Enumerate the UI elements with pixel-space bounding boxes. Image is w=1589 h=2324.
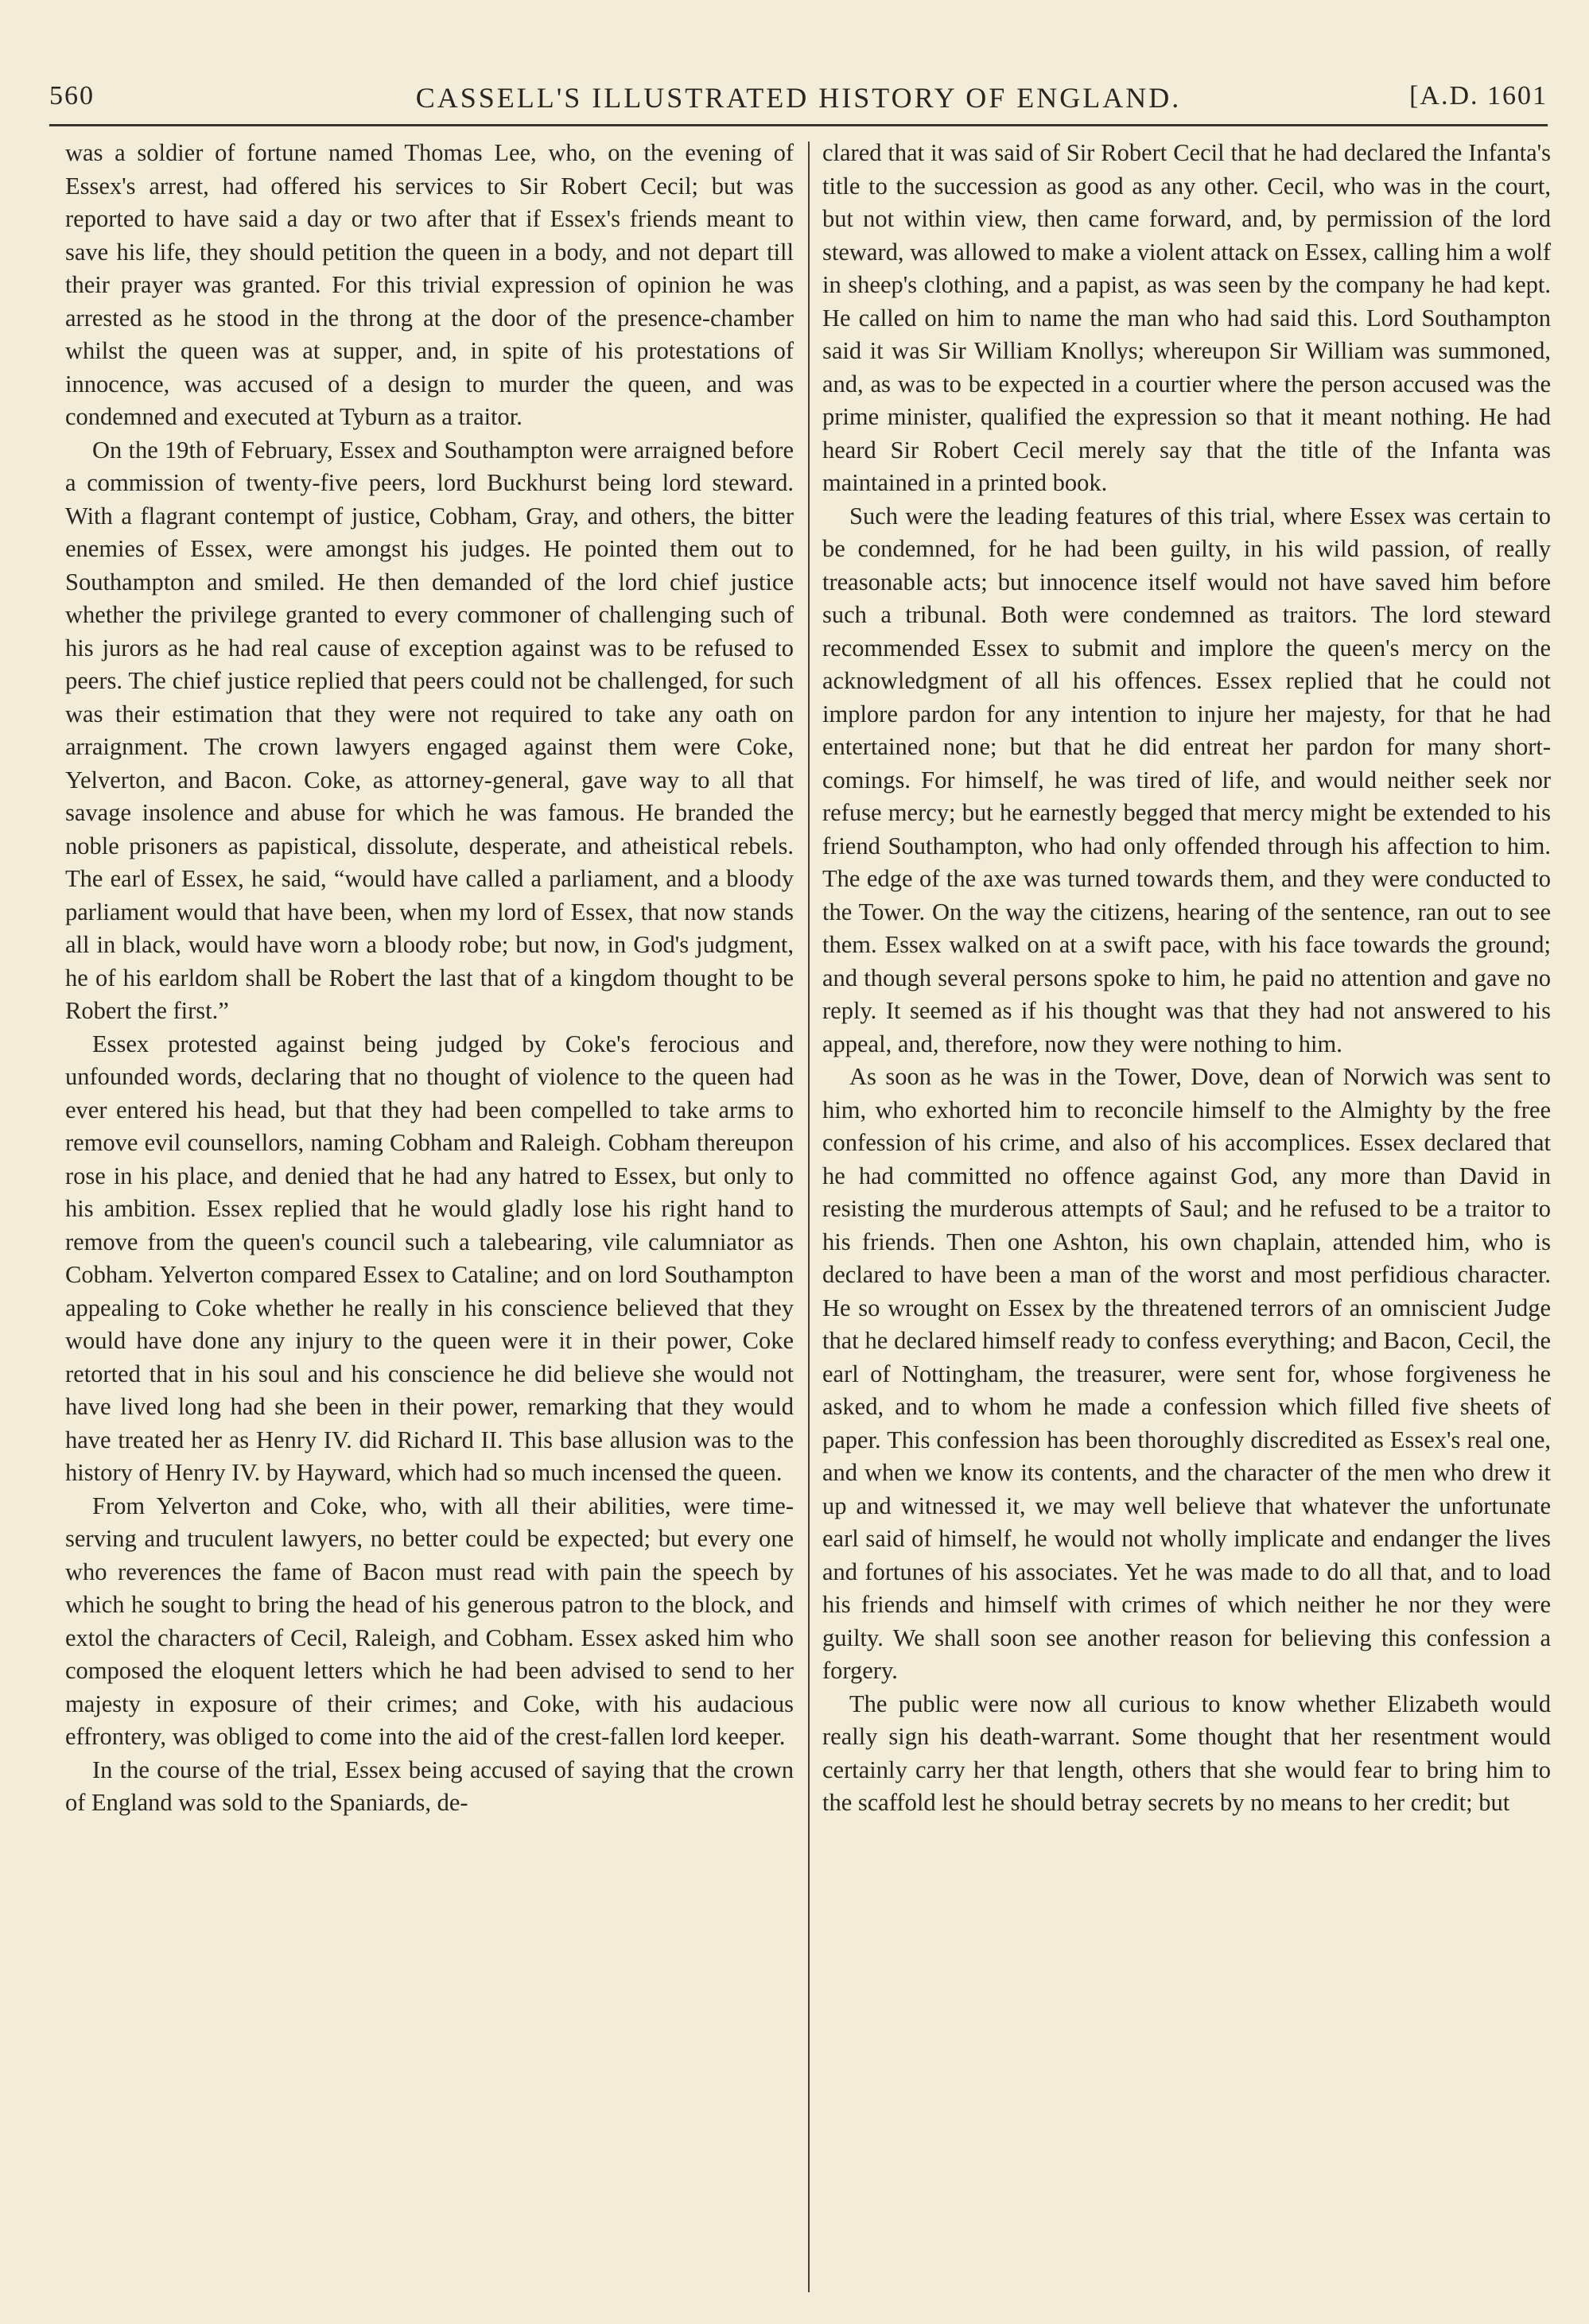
paragraph: Such were the leading features of this trial, where Essex was certain to be condemned, for he had been guilty, in his wild passion, of really treasonable acts; but innocence itself would not have saved him before such a tribunal. Both were condemned as traitors. The lord steward recommended Essex to submit and implore the queen's mercy on the acknowledgment of all his offences. Essex replied that he could not implore pardon for any intention to injure her majesty, for that he had entertained none; but that he did entreat her pardon for many short-comings. For himself, he was tired of life, and would neither seek nor refuse mercy; but he earnestly begged that mercy might be extended to his friend Southampton, who had only offended through his affection to him. The edge of the axe was turned towards them, and they were conducted to the Tower. On the way the citizens, hearing of the sentence, ran out to see them. Essex walked on at a swift pace, with his face towards the ground; and though several persons spoke to him, he paid no attention and gave no reply. It seemed as if his thought was that they had not answered to his appeal, and, therefore, now they were nothing to him. bbox=[822, 502, 1551, 1057]
paragraph: The public were now all curious to know whether Elizabeth would really sign his death-warrant. Some thought that her resentment would certainly carry her that length, others that she would fear to bring him to the scaffold lest he should betray secrets by no means to her credit; but bbox=[822, 1690, 1551, 1816]
text-columns bbox=[65, 137, 1551, 2292]
paragraph: clared that it was said of Sir Robert Cecil that he had declared the Infanta's title to the succession as good as any other. Cecil, who was in the court, but not within view, then came forward, and, by permission of the lord steward, was allowed to make a violent attack on Essex, calling him a wolf in sheep's clothing, and a papist, as was seen by the company he had kept. He called on him to name the man who had said this. Lord Southampton said it was Sir William Knollys; whereupon Sir William was summoned, and, as was to be expected in a courtier where the person accused was the prime minister, qualified the expression so that it meant nothing. He had heard Sir Robert Cecil merely say that the title of the Infanta was maintained in a printed book. bbox=[822, 139, 1551, 496]
paragraph: As soon as he was in the Tower, Dove, dean of Norwich was sent to him, who exhorted him to reconcile himself to the Almighty by the free confession of his crime, and also of his accomplices. Essex declared that he had committed no offence against God, any more than David in resisting the murderous attempts of Saul; and he refused to be a traitor to his friends. Then one Ashton, his own chaplain, attended him, who is declared to have been a man of the worst and most perfidious character. He so wrought on Essex by the threatened terrors of an omniscient Judge that he declared himself ready to confess everything; and Bacon, Cecil, the earl of Nottingham, the treasurer, were sent for, whose forgiveness he asked, and to whom he made a confession which filled five sheets of paper. This confession has been thoroughly discredited as Essex's real one, and when we know its contents, and the character of the men who drew it up and witnessed it, we may well believe that whatever the unfortunate earl said of himself, he would not wholly implicate and endanger the lives and fortunes of his associates. Yet he was made to do all that, and to load his friends and himself with crimes of which neither he nor they were guilty. We shall soon see another reason for believing this confession a forgery. bbox=[822, 1063, 1551, 1684]
year-marker: [A.D. 1601 bbox=[1409, 81, 1548, 111]
paragraph: From Yelverton and Coke, who, with all their abilities, were time-serving and truculent lawyers, no better could be expected; but every one who reverences the fame of Bacon must read with pain the speech by which he sought to bring the head of his generous patron to the block, and extol the characters of Cecil, Raleigh, and Cobham. Essex asked him who composed the eloquent letters which he had been advised to send to her majesty in exposure of their crimes; and Coke, with his audacious effrontery, was obliged to come into the aid of the crest-fallen lord keeper. bbox=[65, 1492, 794, 1750]
paragraph: Essex protested against being judged by Coke's ferocious and unfounded words, declaring that no thought of violence to the queen had ever entered his head, but that they had been compelled to take arms to remove evil counsellors, naming Cobham and Raleigh. Cobham thereupon rose in his place, and denied that he had any hatred to Essex, but only to his ambition. Essex replied that he would gladly lose his right hand to remove from the queen's council such a talebearing, vile calumniator as Cobham. Yelverton compared Essex to Cataline; and on lord Southampton appealing to Coke whether he really in his conscience believed that they would have done any injury to the queen were it in their power, Coke retorted that in his soul and his conscience he did believe she would not have lived long had she been in their power, remarking that they would have treated her as Henry IV. did Richard II. This base allusion was to the history of Henry IV. by Hayward, which had so much incensed the queen. bbox=[65, 1030, 794, 1486]
page-number: 560 bbox=[49, 81, 95, 111]
paragraph: was a soldier of fortune named Thomas Lee, who, on the evening of Essex's arrest, had offered his services to Sir Robert Cecil; but was reported to have said a day or two after that if Essex's friends meant to save his life, they should petition the queen in a body, and not depart till their prayer was granted. For this trivial expression of opinion he was arrested as he stood in the throng at the door of the presence-chamber whilst the queen was at supper, and, in spite of his protestations of innocence, was accused of a design to murder the queen, and was condemned and executed at Tyburn as a traitor. bbox=[65, 139, 794, 430]
right-column bbox=[810, 137, 1551, 2292]
left-column bbox=[65, 137, 808, 2292]
paragraph: On the 19th of February, Essex and Southampton were arraigned before a commission of twenty-five peers, lord Buckhurst being lord steward. With a flagrant contempt of justice, Cobham, Gray, and others, the bitter enemies of Essex, were amongst his judges. He pointed them out to Southampton and smiled. He then demanded of the lord chief justice whether the privilege granted to every commoner of challenging such of his jurors as he had real cause of exception against was to be refused to peers. The chief justice replied that peers could not be challenged, for such was their estimation that they were not required to take any oath on arraignment. The crown lawyers engaged against them were Coke, Yelverton, and Bacon. Coke, as attorney-general, gave way to all that savage insolence and abuse for which he was famous. He branded the noble prisoners as papistical, dissolute, desperate, and atheistical rebels. The earl of Essex, he said, “would have called a parliament, and a bloody parliament would that have been, when my lord of Essex, that now stands all in black, would have worn a bloody robe; but now, in God's judgment, he of his earldom shall be Robert the last that of a kingdom thought to be Robert the first.” bbox=[65, 436, 794, 1024]
running-title: CASSELL'S ILLUSTRATED HISTORY OF ENGLAND. bbox=[415, 82, 1182, 114]
running-header bbox=[49, 76, 1548, 126]
paragraph: In the course of the trial, Essex being accused of saying that the crown of England was sold to the Spaniards, de- bbox=[65, 1756, 794, 1816]
